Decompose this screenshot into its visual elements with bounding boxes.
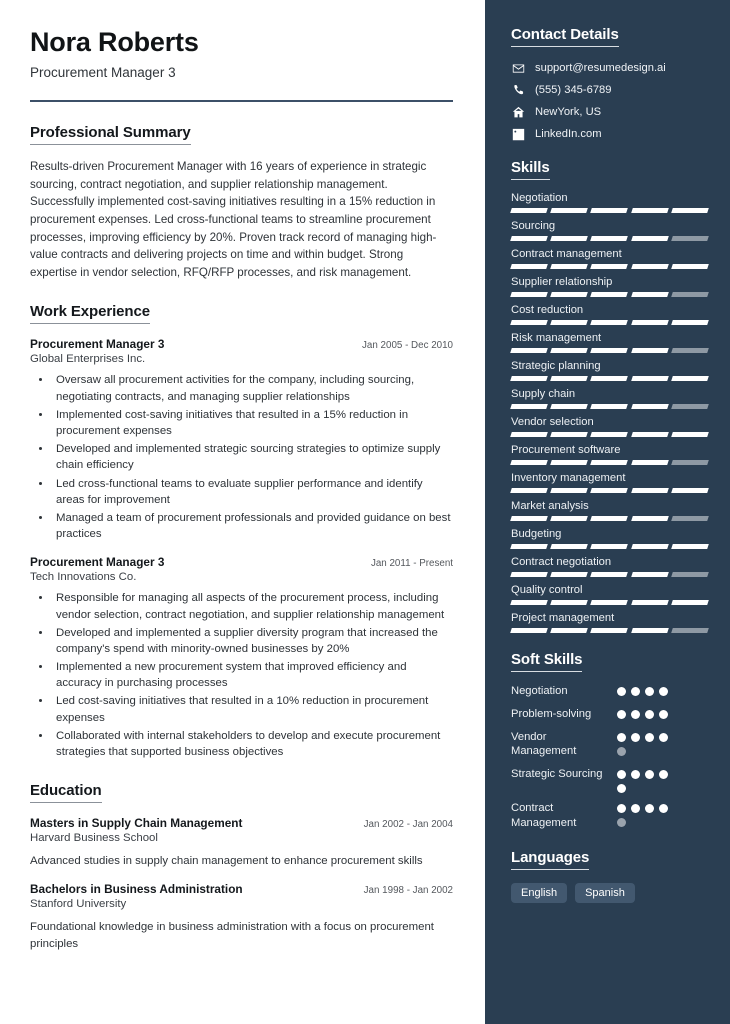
skill-label: Project management — [511, 612, 615, 624]
languages-list — [511, 883, 708, 903]
soft-skill-dot — [631, 804, 640, 813]
work-job-company: Tech Innovations Co. — [30, 571, 137, 584]
skill-bar-segment — [510, 292, 548, 297]
soft-skill-dot — [631, 770, 640, 779]
skill-bar-track — [511, 264, 708, 269]
skill-bar-segment — [510, 376, 548, 381]
skill-bar-segment — [591, 600, 629, 605]
skill-bar-segment — [671, 572, 709, 577]
soft-skill-item — [511, 730, 708, 760]
skill-bar-track — [511, 600, 708, 605]
soft-skill-dot — [645, 687, 654, 696]
skill-item — [511, 500, 708, 521]
skill-item — [511, 360, 708, 381]
skill-bar-track — [511, 348, 708, 353]
soft-skill-dots — [617, 801, 679, 827]
work-bullet: • Implemented cost-saving initiatives that resulted in a 15% reduction in procurement expenses — [52, 407, 453, 439]
skill-bar-segment — [591, 292, 629, 297]
skill-bar-track — [511, 460, 708, 465]
phone-icon — [511, 83, 525, 97]
skill-bar-segment — [591, 264, 629, 269]
skill-label: Market analysis — [511, 500, 589, 512]
skill-bar-track — [511, 320, 708, 325]
soft-skill-label: Negotiation — [511, 685, 568, 697]
skill-item — [511, 528, 708, 549]
skill-bar-segment — [671, 404, 709, 409]
skill-bar-segment — [671, 628, 709, 633]
soft-skill-dot — [659, 687, 668, 696]
soft-skill-label: Contract Management — [511, 802, 577, 829]
soft-skill-dot — [645, 770, 654, 779]
soft-skill-label: Strategic Sourcing — [511, 768, 603, 781]
education-date: Jan 2002 - Jan 2004 — [363, 819, 453, 831]
skill-bar-segment — [510, 572, 548, 577]
education-entry-header — [30, 882, 453, 896]
skill-bar-segment — [631, 376, 669, 381]
work-bullet: • Developed and implemented a supplier diversity program that increased the company's spend with minority-owned businesses by 20% — [52, 625, 453, 657]
work-bullet: • Collaborated with internal stakeholders to develop and execute procurement strategies that supported business objectives — [52, 728, 453, 760]
section-professional-summary — [30, 124, 453, 281]
skill-bar-segment — [510, 488, 548, 493]
skill-bar-segment — [550, 348, 588, 353]
language-tag: Spanish — [575, 883, 635, 903]
summary-heading: Professional Summary — [30, 124, 191, 145]
skill-bar-segment — [591, 404, 629, 409]
work-bullet-list — [30, 372, 453, 542]
skill-bar-segment — [550, 628, 588, 633]
skill-item — [511, 332, 708, 353]
work-job — [30, 337, 453, 542]
skill-item — [511, 472, 708, 493]
skill-bar-segment — [510, 432, 548, 437]
skills-heading: Skills — [511, 159, 550, 180]
skill-bar-segment — [550, 208, 588, 213]
skill-bar-segment — [591, 236, 629, 241]
skill-label: Negotiation — [511, 192, 568, 204]
skill-item — [511, 304, 708, 325]
skill-bar-segment — [510, 460, 548, 465]
soft-skill-dot — [617, 710, 626, 719]
work-bullet: • Implemented a new procurement system that improved efficiency and accuracy in purchasing processes — [52, 659, 453, 691]
soft-skill-dot — [645, 804, 654, 813]
section-contact-details — [511, 26, 708, 141]
skill-item — [511, 276, 708, 297]
work-job-role: Procurement Manager 3 — [30, 555, 165, 570]
skill-bar-segment — [591, 544, 629, 549]
skill-bar-segment — [550, 264, 588, 269]
contact-item[interactable] — [511, 127, 708, 141]
contact-value: (555) 345-6789 — [535, 84, 612, 96]
soft-skill-dot — [631, 687, 640, 696]
skill-bar-track — [511, 432, 708, 437]
soft-skill-dots — [617, 730, 679, 756]
soft-skill-dot — [659, 770, 668, 779]
work-job-header — [30, 337, 453, 351]
education-school: Stanford University — [30, 898, 127, 911]
skill-bar-segment — [510, 264, 548, 269]
skill-bar-track — [511, 488, 708, 493]
soft-skill-dots — [617, 707, 679, 719]
education-degree: Bachelors in Business Administration — [30, 882, 243, 897]
education-school: Harvard Business School — [30, 832, 158, 845]
skill-bar-segment — [591, 376, 629, 381]
soft-skill-item — [511, 801, 708, 831]
skill-bar-segment — [671, 348, 709, 353]
skill-bar-track — [511, 208, 708, 213]
contact-list — [511, 61, 708, 141]
work-bullet: • Developed and implemented strategic sourcing strategies to optimize supply chain efficiency — [52, 441, 453, 473]
soft-skill-dot — [617, 784, 626, 793]
sidebar — [485, 0, 730, 1024]
education-description: Foundational knowledge in business administration with a focus on procurement principles — [30, 921, 434, 950]
skill-bar-segment — [671, 460, 709, 465]
skill-item — [511, 556, 708, 577]
languages-heading: Languages — [511, 849, 589, 870]
home-icon — [511, 105, 525, 119]
skill-bar-segment — [550, 460, 588, 465]
soft-skill-label: Vendor Management — [511, 730, 577, 758]
skill-bar-segment — [591, 348, 629, 353]
soft-skill-dot — [645, 733, 654, 742]
skill-item — [511, 584, 708, 605]
section-work-experience — [30, 303, 453, 760]
soft-skill-dot — [617, 747, 626, 756]
skill-label: Contract negotiation — [511, 556, 612, 568]
summary-text: Results-driven Procurement Manager with 16 years of experience in strategic sourcing, contract negotiation, and supplier relationship management. Successfully implemented cost-saving initiatives resulting in a 15% reduction in procurement expenses. Led cross-functional teams to streamline procurement processes, improving efficiency by 20%. Proven track record of managing high-value contracts and delivering projects on time and within budget. Strong expertise in vendor selection, RFQ/RFP processes, and risk management. — [30, 160, 437, 279]
work-job — [30, 555, 453, 760]
soft-skill-dot — [617, 733, 626, 742]
skill-bar-track — [511, 376, 708, 381]
soft-skill-dot — [659, 733, 668, 742]
skill-item — [511, 220, 708, 241]
skill-item — [511, 416, 708, 437]
skill-bar-segment — [671, 320, 709, 325]
skill-label: Strategic planning — [511, 360, 601, 372]
skill-bar-segment — [671, 600, 709, 605]
skill-bar-segment — [591, 572, 629, 577]
skill-bar-track — [511, 236, 708, 241]
skill-bar-segment — [591, 488, 629, 493]
skill-label: Supplier relationship — [511, 276, 613, 288]
education-description: Advanced studies in supply chain management to enhance procurement skills — [30, 855, 423, 868]
page-title — [30, 28, 453, 80]
soft-skill-dots — [617, 767, 679, 793]
soft-skill-dots — [617, 684, 679, 696]
skill-bar-segment — [631, 516, 669, 521]
header-divider — [30, 100, 453, 103]
soft-skill-dot — [645, 710, 654, 719]
soft-skill-dot — [631, 710, 640, 719]
soft-skill-dot — [631, 733, 640, 742]
work-job-company: Global Enterprises Inc. — [30, 353, 146, 366]
work-job-role: Procurement Manager 3 — [30, 337, 165, 352]
skill-bar-segment — [591, 320, 629, 325]
education-date: Jan 1998 - Jan 2002 — [363, 885, 453, 897]
work-bullet: • Led cost-saving initiatives that resulted in a 10% reduction in procurement expenses — [52, 693, 453, 725]
skill-bar-segment — [550, 320, 588, 325]
skill-bar-segment — [631, 432, 669, 437]
skill-bar-segment — [671, 208, 709, 213]
skill-bar-segment — [631, 320, 669, 325]
skill-label: Contract management — [511, 248, 622, 260]
skill-bar-segment — [631, 544, 669, 549]
skill-bar-segment — [550, 236, 588, 241]
work-bullet-list — [30, 590, 453, 760]
work-heading: Work Experience — [30, 303, 150, 324]
skill-bar-segment — [550, 292, 588, 297]
skill-bar-segment — [631, 264, 669, 269]
skill-bar-segment — [550, 404, 588, 409]
skills-list — [511, 192, 708, 633]
skill-item — [511, 192, 708, 213]
skill-bar-segment — [510, 404, 548, 409]
skill-bar-track — [511, 404, 708, 409]
skill-bar-segment — [550, 376, 588, 381]
education-heading: Education — [30, 782, 102, 803]
work-job-header — [30, 555, 453, 569]
skill-bar-segment — [671, 432, 709, 437]
skill-bar-segment — [510, 628, 548, 633]
soft-skill-dot — [659, 804, 668, 813]
contact-value: support@resumedesign.ai — [535, 62, 666, 74]
work-job-date: Jan 2011 - Present — [370, 558, 453, 570]
soft-skill-label: Problem-solving — [511, 707, 592, 720]
skill-label: Budgeting — [511, 528, 562, 540]
section-languages — [511, 849, 708, 903]
linkedin-icon — [511, 127, 525, 141]
skill-bar-segment — [510, 600, 548, 605]
skill-bar-segment — [591, 208, 629, 213]
section-education — [30, 782, 453, 952]
candidate-name: Nora Roberts — [30, 27, 199, 57]
work-bullet: • Oversaw all procurement activities for the company, including sourcing, negotiating contracts, and managing supplier relationships — [52, 372, 453, 404]
soft-skills-heading: Soft Skills — [511, 651, 582, 672]
skill-item — [511, 388, 708, 409]
candidate-job-title: Procurement Manager 3 — [30, 64, 176, 80]
section-soft-skills — [511, 651, 708, 831]
skill-bar-segment — [510, 320, 548, 325]
skill-item — [511, 612, 708, 633]
skill-bar-segment — [671, 544, 709, 549]
skill-label: Supply chain — [511, 388, 576, 400]
education-entry — [30, 816, 453, 869]
skill-bar-segment — [631, 292, 669, 297]
education-entry-list — [30, 816, 453, 952]
skill-bar-segment — [631, 600, 669, 605]
soft-skill-dot — [617, 818, 626, 827]
skill-bar-segment — [550, 572, 588, 577]
skill-item — [511, 444, 708, 465]
soft-skill-dot — [617, 804, 626, 813]
soft-skill-item — [511, 707, 708, 722]
skill-bar-track — [511, 572, 708, 577]
work-bullet: • Responsible for managing all aspects of the procurement process, including vendor selection, contract negotiation, and supplier relationship management — [52, 590, 453, 622]
education-entry-header — [30, 816, 453, 830]
skill-bar-segment — [510, 544, 548, 549]
skill-bar-track — [511, 628, 708, 633]
skill-bar-segment — [550, 600, 588, 605]
skill-bar-segment — [671, 376, 709, 381]
skill-bar-segment — [671, 236, 709, 241]
contact-heading: Contact Details — [511, 26, 619, 47]
skill-bar-track — [511, 544, 708, 549]
skill-bar-segment — [631, 208, 669, 213]
envelope-icon — [511, 61, 525, 75]
skill-bar-segment — [631, 236, 669, 241]
skill-bar-segment — [591, 432, 629, 437]
skill-bar-segment — [631, 572, 669, 577]
skill-bar-segment — [550, 516, 588, 521]
skill-bar-segment — [631, 488, 669, 493]
skill-label: Sourcing — [511, 220, 556, 232]
skill-bar-segment — [510, 516, 548, 521]
skill-item — [511, 248, 708, 269]
skill-label: Quality control — [511, 584, 583, 596]
contact-item[interactable] — [511, 105, 708, 119]
work-bullet: • Managed a team of procurement professionals and provided guidance on best practices — [52, 510, 453, 542]
education-entry — [30, 882, 453, 951]
skill-label: Inventory management — [511, 472, 626, 484]
contact-item[interactable] — [511, 83, 708, 97]
skill-bar-segment — [631, 404, 669, 409]
skill-bar-segment — [631, 348, 669, 353]
contact-item[interactable] — [511, 61, 708, 75]
soft-skill-dot — [659, 710, 668, 719]
skill-bar-segment — [550, 544, 588, 549]
skill-bar-segment — [591, 460, 629, 465]
skill-label: Procurement software — [511, 444, 621, 456]
skill-label: Risk management — [511, 332, 602, 344]
work-job-list — [30, 337, 453, 760]
skill-bar-segment — [510, 348, 548, 353]
soft-skills-list — [511, 684, 708, 831]
skill-bar-segment — [671, 488, 709, 493]
skill-bar-segment — [510, 236, 548, 241]
education-degree: Masters in Supply Chain Management — [30, 816, 243, 831]
soft-skill-dot — [617, 770, 626, 779]
language-tag: English — [511, 883, 567, 903]
skill-bar-segment — [591, 516, 629, 521]
skill-label: Cost reduction — [511, 304, 584, 316]
work-job-date: Jan 2005 - Dec 2010 — [362, 340, 453, 352]
skill-bar-segment — [550, 432, 588, 437]
skill-bar-segment — [671, 516, 709, 521]
skill-bar-segment — [631, 628, 669, 633]
soft-skill-item — [511, 684, 708, 699]
work-bullet: • Led cross-functional teams to evaluate supplier performance and identify areas for improvement — [52, 476, 453, 508]
skill-bar-segment — [550, 488, 588, 493]
soft-skill-dot — [617, 687, 626, 696]
skill-bar-track — [511, 516, 708, 521]
skill-bar-segment — [671, 264, 709, 269]
skill-bar-segment — [671, 292, 709, 297]
skill-label: Vendor selection — [511, 416, 594, 428]
contact-value: LinkedIn.com — [535, 128, 602, 140]
contact-value: NewYork, US — [535, 106, 602, 118]
section-skills — [511, 159, 708, 633]
skill-bar-segment — [510, 208, 548, 213]
skill-bar-segment — [631, 460, 669, 465]
skill-bar-segment — [591, 628, 629, 633]
skill-bar-track — [511, 292, 708, 297]
soft-skill-item — [511, 767, 708, 793]
